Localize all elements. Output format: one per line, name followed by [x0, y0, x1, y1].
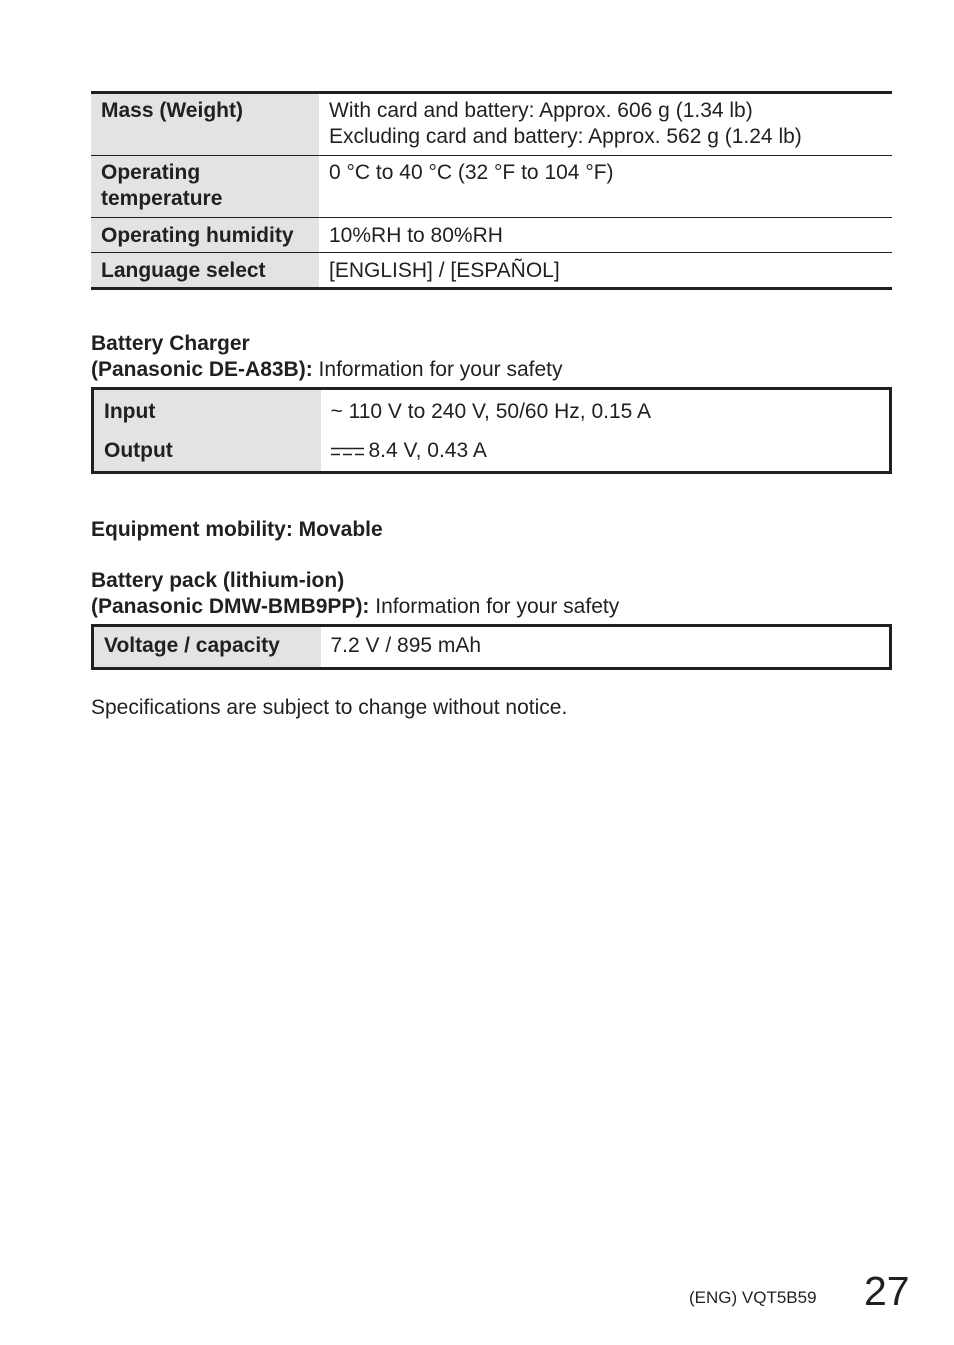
charger-value-output: [321, 429, 891, 473]
charger-table: [91, 387, 892, 474]
dc-symbol-icon: [331, 447, 364, 456]
charger-model: (Panasonic DE-A83B):: [91, 358, 313, 381]
spec-value-humidity: 10%RH to 80%RH: [319, 218, 892, 253]
charger-heading: [91, 331, 892, 383]
spec-value-temperature: 0 °C to 40 °C (32 °F to 104 °F): [319, 156, 892, 218]
charger-output-text: 8.4 V, 0.43 A: [368, 439, 487, 462]
table-row: [91, 218, 892, 253]
notice-text: Specifications are subject to change without notice.: [91, 696, 568, 719]
charger-label-input: Input: [93, 389, 321, 430]
battery-pack-title: Battery pack (lithium-ion): [91, 569, 345, 592]
charger-value-input: ~ 110 V to 240 V, 50/60 Hz, 0.15 A: [330, 400, 651, 423]
spec-label-temperature: [91, 156, 319, 218]
battery-value-capacity: 7.2 V / 895 mAh: [330, 634, 482, 657]
table-row: [93, 626, 891, 669]
table-row: [91, 156, 892, 218]
mobility-text: Equipment mobility: Movable: [91, 518, 383, 541]
document-page: [91, 91, 892, 721]
spec-label-language: Language select: [91, 253, 319, 289]
spec-value-line: Excluding card and battery: Approx. 562 g (1.24 lb): [329, 125, 802, 148]
spec-value-language: [ENGLISH] / [ESPAÑOL]: [319, 253, 892, 289]
charger-label-output: Output: [93, 429, 321, 473]
charger-safety-note: Information for your safety: [312, 358, 563, 381]
table-row: [93, 429, 891, 473]
battery-label-capacity: Voltage / capacity: [93, 626, 321, 669]
battery-pack-heading: [91, 568, 892, 620]
mobility-heading: [91, 517, 892, 543]
page-number: 27: [864, 1268, 910, 1314]
document-code: (ENG) VQT5B59: [689, 1288, 817, 1307]
spec-label-mass: Mass (Weight): [91, 93, 319, 156]
spec-table: [91, 91, 892, 290]
spec-label-humidity: Operating humidity: [91, 218, 319, 253]
spec-value-mass: [319, 93, 892, 156]
spec-value-line: With card and battery: Approx. 606 g (1.34 lb): [329, 99, 753, 122]
battery-pack-table: [91, 624, 892, 670]
table-row: [91, 253, 892, 289]
spec-label-line: Operating: [101, 161, 201, 184]
table-row: [91, 93, 892, 156]
table-row: [93, 389, 891, 430]
battery-pack-model: (Panasonic DMW-BMB9PP):: [91, 595, 370, 618]
charger-title: Battery Charger: [91, 332, 250, 355]
spec-label-line: temperature: [101, 187, 223, 210]
battery-pack-safety-note: Information for your safety: [369, 595, 620, 618]
